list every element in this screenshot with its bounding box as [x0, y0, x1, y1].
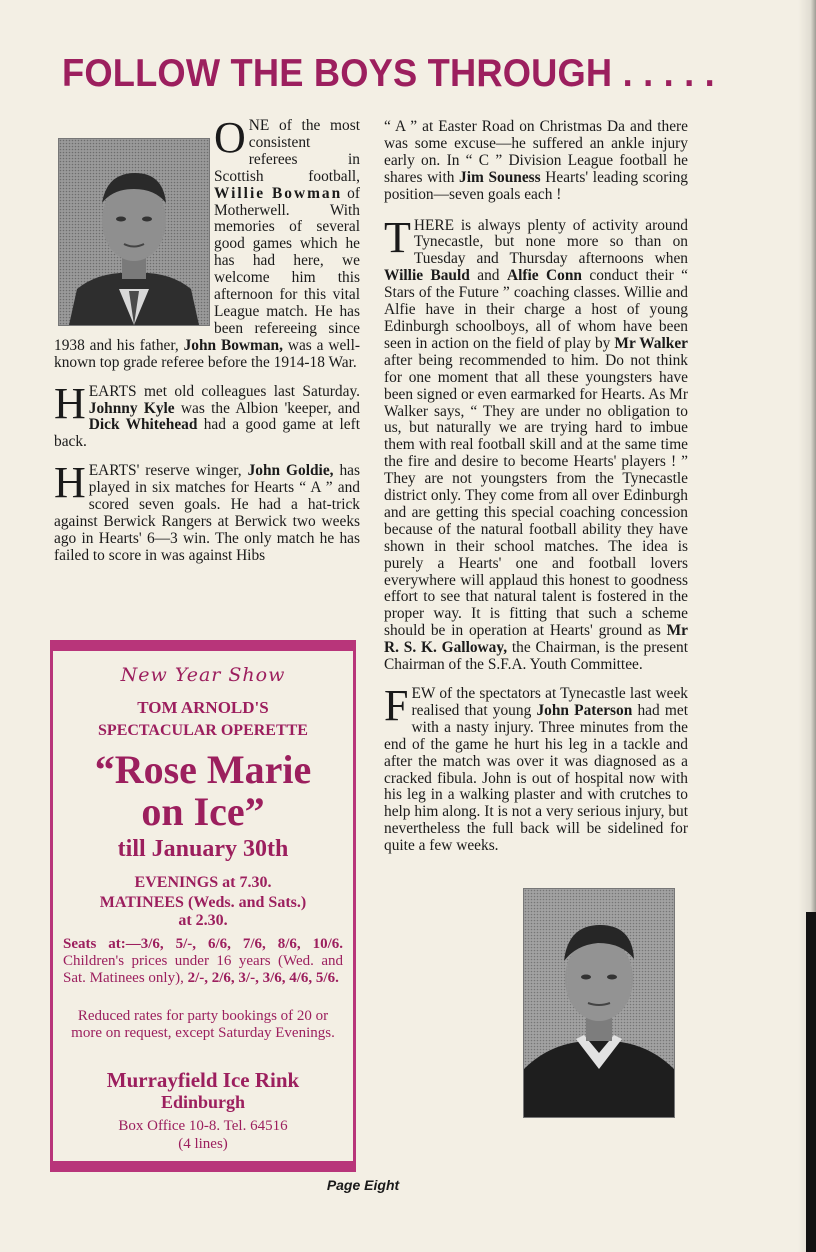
advert-evenings: EVENINGS at 7.30. — [134, 874, 272, 891]
advert-rose-marie — [50, 640, 356, 1172]
advert-city: Edinburgh — [160, 1092, 246, 1112]
page-number: Page Eight — [326, 1177, 400, 1193]
text: had met with a nasty injury. Three minutes from the end of the game he hurt his leg in a tackle and after the match was over it was diagnosed as a cracked fibula. John is out of hospital now with his leg in a walking plaster and with crutches to help him along. It is not a very serious injury, but nevertheless the full back will be sidelined for quite a few weeks. — [384, 701, 688, 855]
advert-lines: (4 lines) — [178, 1136, 228, 1152]
text: EW of the spectators at Tynecastle last week realised that young — [411, 685, 688, 719]
portrait-image-2 — [524, 889, 674, 1117]
advert-bottom-bar — [50, 1161, 356, 1172]
advert-children-prices: Children's prices under 16 years (Wed. and Sat. Matinees only), — [63, 953, 343, 986]
text: “ A ” at Easter Road on Christmas Da and there was some excuse—he suffered an ankle injury early on. In “ C ” Division League football he shares with — [384, 118, 688, 186]
name-bold: Willie Bauld — [384, 267, 470, 285]
name-bold: John Goldie, — [247, 462, 334, 480]
name-bold: Mr R. S. K. Galloway, — [384, 622, 688, 657]
advert-dates: till January 30th — [117, 836, 289, 862]
name-bold: Willie Bowman — [214, 184, 343, 202]
advert-reduced-rates: Reduced rates for party bookings of 20 or more on request, except Saturday Evenings. — [71, 1008, 335, 1041]
paragraph-continued — [384, 119, 688, 204]
name-bold: John Paterson — [536, 701, 633, 719]
text: Hearts' leading scoring position—seven goals each ! — [384, 168, 689, 203]
advert-prices — [63, 936, 343, 987]
drop-cap: T — [384, 212, 411, 262]
text: of Motherwell. With memories of several good games which he has had here, we welcome him this afternoon for this vital League match. He has been refereeing since 1938 and his father, — [54, 184, 360, 354]
advert-presenter: TOM ARNOLD'S — [137, 698, 269, 717]
name-bold: Jim Souness — [459, 168, 541, 186]
text: was the Albion 'keeper, and — [180, 399, 360, 417]
name-bold: John Bowman, — [183, 336, 283, 354]
text: the Chairman, is the present Chairman of the S.F.A. Youth Committee. — [384, 639, 689, 674]
text: HERE is always plenty of activity around Tynecastle, but none more so than on Tuesday and Thursday afternoons when — [413, 216, 688, 268]
advert-subtitle: SPECTACULAR OPERETTE — [98, 722, 308, 739]
text: conduct their “ Stars of the Future ” coaching classes. Willie and Alfie have in their charge a host of young Edinburgh schoolboys, all of whom have been seen in action on the field of play by — [384, 267, 688, 352]
advert-matinees: MATINEES (Weds. and Sats.) — [99, 894, 307, 911]
text: EARTS' reserve winger, — [88, 462, 242, 480]
name-bold: Dick Whitehead — [88, 416, 198, 434]
text: NE of the most consistent referees in Scottish football, — [214, 117, 360, 185]
drop-cap: H — [54, 378, 86, 428]
name-bold: Johnny Kyle — [88, 399, 175, 417]
advert-show-title-2: on Ice” — [141, 789, 265, 834]
paragraph-paterson — [384, 681, 688, 855]
text: has played in six matches for Hearts “ A ” and scored seven goals. He had a hat-trick against Berwick Rangers at Berwick two weeks ago in Hearts' 6—3 win. The only match he has failed to score in was against Hibs — [54, 462, 360, 564]
paragraph-hearts-colleagues — [54, 378, 360, 452]
advert-show-title: “Rose Marie — [94, 747, 312, 792]
drop-cap: O — [214, 113, 246, 162]
drop-cap: H — [54, 458, 86, 508]
text: and — [477, 267, 500, 285]
advert-children-price-list: 2/-, 2/6, 3/-, 3/6, 4/6, 5/6. — [187, 970, 339, 986]
advert-matinees-time: at 2.30. — [178, 912, 228, 929]
paragraph-goldie — [54, 458, 360, 564]
drop-cap: F — [384, 681, 409, 730]
advert-box-office: Box Office 10-8. Tel. 64516 — [118, 1118, 288, 1134]
photo-spacer — [54, 118, 214, 332]
text: after being recommended to him. Do not think for one moment that all these youngsters have been signed or even earmarked for Hearts. As Mr Walker says, “ They are under no obligation to us, but naturally we are trying hard to imbue them with real football skill and at the same time the fire and desire to become Hearts' players ! ” They are not youngsters from the Tynecastle district only. They come from all over Edinburgh and are getting this special coaching concession because of the natural football ability they have shown in their school matches. The idea is purely a Hearts' one and football lovers everywhere will applaud this honest to goodness effort to see that natural talent is fostered in the proper way. It is fitting that such a scheme should be in operation at Hearts' ground as — [384, 351, 688, 640]
advert-top-bar — [50, 640, 356, 651]
left-column — [54, 113, 360, 565]
advert-seat-prices: Seats at:—3/6, 5/-, 6/6, 7/6, 8/6, 10/6. — [63, 936, 343, 952]
right-column — [384, 119, 688, 855]
name-bold: Alfie Conn — [506, 267, 582, 285]
paragraph-coaching — [384, 212, 689, 674]
name-bold: Mr Walker — [614, 334, 688, 352]
page-title: FOLLOW THE BOYS THROUGH . . . . . — [62, 52, 715, 95]
photo-john-paterson — [523, 888, 675, 1118]
page-edge-shadow — [806, 912, 816, 1252]
text: had a good game at left back. — [54, 416, 360, 451]
advert-venue: Murrayfield Ice Rink — [106, 1068, 300, 1092]
text: was a well-known top grade referee before the 1914-18 War. — [54, 336, 360, 371]
text: EARTS met old colleagues last Saturday. — [88, 382, 360, 400]
advert-heading: New Year Show — [120, 664, 286, 686]
